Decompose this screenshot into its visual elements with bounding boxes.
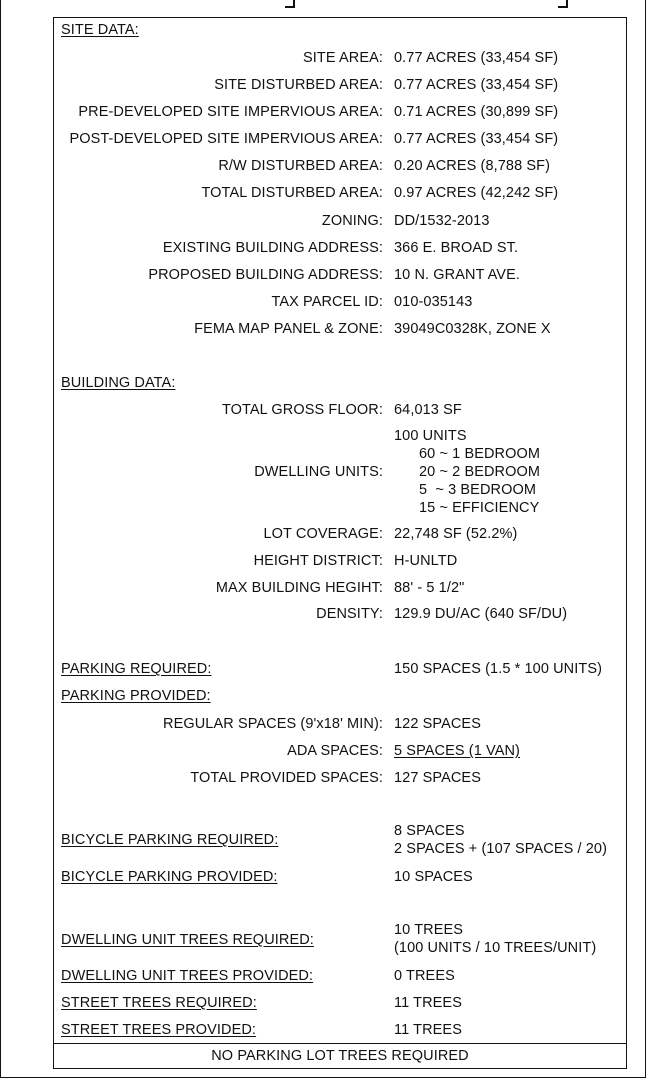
lot-coverage-value: 22,748 SF (52.2%) bbox=[394, 526, 518, 542]
gross-floor-label: TOTAL GROSS FLOOR: bbox=[221, 402, 383, 418]
proposed-address-value: 10 N. GRANT AVE. bbox=[394, 267, 520, 283]
bicycle-provided-value: 10 SPACES bbox=[394, 869, 473, 885]
footer-divider bbox=[53, 1043, 627, 1044]
site-area-label: SITE AREA: bbox=[303, 50, 383, 66]
street-trees-required-label: STREET TREES REQUIRED: bbox=[61, 995, 257, 1011]
ada-spaces-value: 5 SPACES (1 VAN) bbox=[394, 743, 520, 759]
site-disturbed-area-value: 0.77 ACRES (33,454 SF) bbox=[394, 77, 559, 93]
post-developed-impervious-value: 0.77 ACRES (33,454 SF) bbox=[394, 131, 559, 147]
regular-spaces-value: 122 SPACES bbox=[394, 716, 481, 732]
existing-address-value: 366 E. BROAD ST. bbox=[394, 240, 519, 256]
pre-developed-impervious-label: PRE-DEVELOPED SITE IMPERVIOUS AREA: bbox=[78, 104, 383, 120]
du-trees-provided-label: DWELLING UNIT TREES PROVIDED: bbox=[61, 968, 314, 984]
total-disturbed-area-value: 0.97 ACRES (42,242 SF) bbox=[394, 185, 559, 201]
bicycle-required-label: BICYCLE PARKING REQUIRED: bbox=[61, 832, 279, 848]
dwelling-unit-breakdown-efficiency: 15 ~ EFFICIENCY bbox=[419, 500, 540, 516]
rw-disturbed-area-label: R/W DISTURBED AREA: bbox=[218, 158, 383, 174]
border-tick-left bbox=[285, 0, 295, 8]
density-value: 129.9 DU/AC (640 SF/DU) bbox=[394, 606, 568, 622]
du-trees-required-value: 10 TREES bbox=[394, 922, 464, 938]
street-trees-provided-label: STREET TREES PROVIDED: bbox=[61, 1022, 257, 1038]
pre-developed-impervious-value: 0.71 ACRES (30,899 SF) bbox=[394, 104, 559, 120]
ada-spaces-label: ADA SPACES: bbox=[287, 743, 383, 759]
border-tick-right bbox=[558, 0, 568, 8]
tax-parcel-value: 010-035143 bbox=[394, 294, 473, 310]
site-disturbed-area-label: SITE DISTURBED AREA: bbox=[214, 77, 383, 93]
bicycle-provided-label: BICYCLE PARKING PROVIDED: bbox=[61, 869, 278, 885]
dwelling-unit-breakdown-1br: 60 ~ 1 BEDROOM bbox=[419, 446, 541, 462]
street-trees-required-value: 11 TREES bbox=[394, 995, 462, 1011]
gross-floor-value: 64,013 SF bbox=[394, 402, 462, 418]
total-provided-spaces-value: 127 SPACES bbox=[394, 770, 481, 786]
post-developed-impervious-label: POST-DEVELOPED SITE IMPERVIOUS AREA: bbox=[69, 131, 383, 147]
parking-required-label: PARKING REQUIRED: bbox=[61, 661, 212, 677]
bicycle-required-value: 8 SPACES bbox=[394, 823, 465, 839]
du-trees-required-formula: (100 UNITS / 10 TREES/UNIT) bbox=[394, 940, 597, 956]
dwelling-unit-breakdown-2br: 20 ~ 2 BEDROOM bbox=[419, 464, 541, 480]
fema-label: FEMA MAP PANEL & ZONE: bbox=[194, 321, 383, 337]
height-district-value: H-UNLTD bbox=[394, 553, 458, 569]
site-area-value: 0.77 ACRES (33,454 SF) bbox=[394, 50, 559, 66]
fema-value: 39049C0328K, ZONE X bbox=[394, 321, 551, 337]
regular-spaces-label: REGULAR SPACES (9'x18' MIN): bbox=[163, 716, 383, 732]
bicycle-required-formula: 2 SPACES + (107 SPACES / 20) bbox=[394, 841, 608, 857]
zoning-value: DD/1532-2013 bbox=[394, 213, 490, 229]
tax-parcel-label: TAX PARCEL ID: bbox=[271, 294, 383, 310]
existing-address-label: EXISTING BUILDING ADDRESS: bbox=[162, 240, 383, 256]
building-data-heading: BUILDING DATA: bbox=[61, 375, 176, 391]
rw-disturbed-area-value: 0.20 ACRES (8,788 SF) bbox=[394, 158, 551, 174]
height-district-label: HEIGHT DISTRICT: bbox=[253, 553, 383, 569]
zoning-label: ZONING: bbox=[321, 213, 383, 229]
dwelling-units-total: 100 UNITS bbox=[394, 428, 467, 444]
street-trees-provided-value: 11 TREES bbox=[394, 1022, 462, 1038]
site-data-heading: SITE DATA: bbox=[61, 22, 139, 38]
lot-coverage-label: LOT COVERAGE: bbox=[263, 526, 383, 542]
total-disturbed-area-label: TOTAL DISTURBED AREA: bbox=[201, 185, 383, 201]
dwelling-units-label: DWELLING UNITS: bbox=[254, 464, 383, 480]
density-label: DENSITY: bbox=[316, 606, 383, 622]
total-provided-spaces-label: TOTAL PROVIDED SPACES: bbox=[190, 770, 383, 786]
max-height-label: MAX BUILDING HEGIHT: bbox=[215, 580, 383, 596]
parking-required-value: 150 SPACES (1.5 * 100 UNITS) bbox=[394, 661, 603, 677]
du-trees-required-label: DWELLING UNIT TREES REQUIRED: bbox=[61, 932, 314, 948]
proposed-address-label: PROPOSED BUILDING ADDRESS: bbox=[148, 267, 383, 283]
dwelling-unit-breakdown-3br: 5 ~ 3 BEDROOM bbox=[419, 482, 537, 498]
parking-provided-label: PARKING PROVIDED: bbox=[61, 688, 211, 704]
no-parking-lot-trees-note: NO PARKING LOT TREES REQUIRED bbox=[211, 1048, 469, 1064]
max-height-value: 88' - 5 1/2" bbox=[394, 580, 465, 596]
du-trees-provided-value: 0 TREES bbox=[394, 968, 455, 984]
